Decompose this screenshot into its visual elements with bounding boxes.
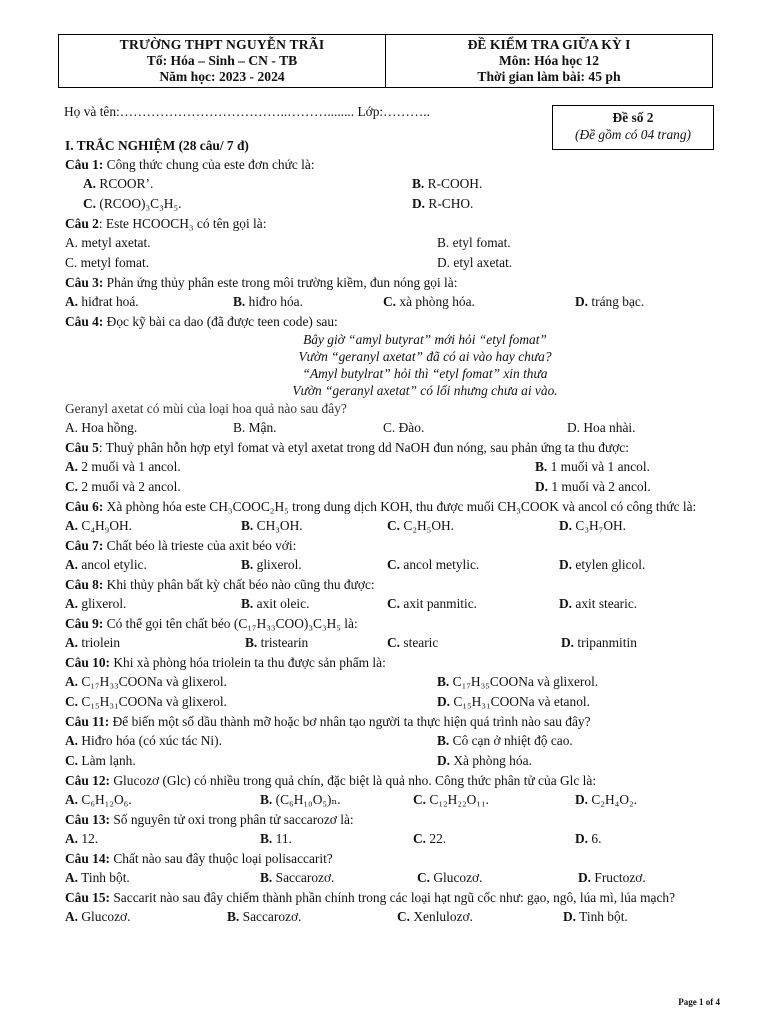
options-q7 (65, 555, 725, 575)
option-c: C. C₂H₅OH. (387, 518, 455, 533)
options-q10a (65, 672, 725, 692)
option-b: B. tristearin (245, 635, 309, 650)
options-q13 (65, 829, 725, 849)
option-b: B. Saccarozơ. (227, 909, 302, 924)
option-b: B. C₁₇H₃₅COONa và glixerol. (437, 674, 599, 689)
question-8: Câu 8: Khi thủy phân bất kỳ chất béo nào cũng thu được: (65, 577, 375, 592)
question-5: Câu 5: Thuỷ phân hỗn hợp etyl fomat và etyl axetat trong dd NaOH đun nóng, sau phản ứng ta thu được: (65, 440, 629, 455)
option-a: A. Hoa hồng. (65, 420, 138, 435)
option-c: C. C₁₅H₃₁COONa và glixerol. (65, 694, 227, 709)
options-q11b (65, 751, 725, 771)
option-a: A. 12. (65, 831, 99, 846)
duration: Thời gian làm bài: 45 ph (477, 69, 621, 84)
options-q3 (65, 292, 725, 312)
options-q11a (65, 731, 725, 751)
option-c: C. ancol metylic. (387, 557, 480, 572)
option-c: C. Làm lạnh. (65, 753, 136, 768)
option-c: C. (RCOO)₃C₃H₅. (83, 196, 182, 211)
question-3: Câu 3: Phản ứng thủy phân este trong môi trường kiềm, đun nóng gọi là: (65, 275, 458, 290)
question-4-followup: Geranyl axetat có mùi của loại hoa quả nào sau đây? (65, 401, 347, 416)
option-d: D. C₂H₄O₂. (575, 792, 638, 807)
subject: Môn: Hóa học 12 (498, 53, 600, 68)
option-c: C. metyl fomat. (65, 255, 150, 270)
question-15: Câu 15: Saccarit nào sau đây chiếm thành phần chính trong các loại hạt ngũ cốc như: gạo, ngô, lúa mì, lúa mạch? (65, 890, 676, 905)
option-a: A. Hiđro hóa (có xúc tác Ni). (65, 733, 222, 748)
question-6: Câu 6: Xà phòng hóa este CH₃COOC₂H₅ trong dung dịch KOH, thu được muối CH₃COOK và ancol có công thức là: (65, 499, 697, 514)
question-13: Câu 13: Số nguyên tử oxi trong phân tử saccarozơ là: (65, 812, 354, 827)
option-a: A. C₆H₁₂O₆. (65, 792, 132, 807)
option-d: D. Hoa nhài. (567, 420, 636, 435)
option-d: D. 1 muối và 2 ancol. (535, 479, 651, 494)
option-d: D. C₃H₇OH. (559, 518, 627, 533)
question-12: Câu 12: Glucozơ (Glc) có nhiều trong quả chín, đặc biệt là quả nho. Công thức phân tử của Glc là: (65, 773, 597, 788)
option-b: B. R-COOH. (412, 176, 483, 191)
option-b: B. 11. (260, 831, 292, 846)
school-info (59, 35, 386, 87)
options-q2b (65, 253, 725, 273)
option-d: D. R-CHO. (412, 196, 474, 211)
options-q9 (65, 633, 725, 653)
question-11: Câu 11: Để biến một số dầu thành mỡ hoặc bơ nhân tạo người ta thực hiện quá trình nào sau đây? (65, 714, 591, 729)
option-c: C. axit panmitic. (387, 596, 478, 611)
student-name-line: Họ và tên:………………………………..………........ Lớp:……….. (64, 104, 431, 119)
option-d: D. C₁₅H₃₁COONa và etanol. (437, 694, 590, 709)
option-d: D. Fructozơ. (578, 870, 646, 885)
question-7: Câu 7: Chất béo là trieste của axit béo với: (65, 538, 297, 553)
options-q8 (65, 594, 725, 614)
exam-code: Đề số 2 (612, 110, 654, 125)
department: Tổ: Hóa – Sinh – CN - TB (146, 53, 298, 68)
options-q1b (65, 194, 725, 214)
option-d: D. axit stearic. (559, 596, 638, 611)
option-a: A. C₁₇H₃₃COONa và glixerol. (65, 674, 227, 689)
option-b: B. (C₆H₁₀O₅)ₙ. (260, 792, 341, 807)
option-b: B. axit oleic. (241, 596, 310, 611)
question-list (65, 137, 725, 927)
section-title: I. TRẮC NGHIỆM (28 câu/ 7 đ) (65, 138, 249, 153)
exam-header (58, 34, 713, 88)
options-q5a (65, 457, 725, 477)
option-a: A. ancol etylic. (65, 557, 147, 572)
options-q10b (65, 692, 725, 712)
option-a: A. 2 muối và 1 ancol. (65, 459, 181, 474)
options-q6 (65, 516, 725, 536)
option-b: B. etyl fomat. (437, 235, 511, 250)
option-a: A. metyl axetat. (65, 235, 151, 250)
option-d: D. 6. (575, 831, 602, 846)
question-4: Câu 4: Đọc kỹ bài ca dao (đã được teen code) sau: (65, 314, 338, 329)
option-d: D. etylen glicol. (559, 557, 646, 572)
options-q4 (65, 418, 725, 438)
question-10: Câu 10: Khi xà phòng hóa triolein ta thu được sản phẩm là: (65, 655, 386, 670)
option-c: C. 2 muối và 2 ancol. (65, 479, 181, 494)
option-c: C. Glucozơ. (417, 870, 483, 885)
option-c: C. stearic (387, 635, 439, 650)
option-b: B. Mận. (233, 420, 277, 435)
options-q15 (65, 907, 725, 927)
option-a: A. Glucozơ. (65, 909, 131, 924)
option-a: A. glixerol. (65, 596, 127, 611)
option-c: C. C₁₂H₂₂O₁₁. (413, 792, 490, 807)
option-b: B. glixerol. (241, 557, 302, 572)
school-name: TRƯỜNG THPT NGUYỄN TRÃI (119, 37, 325, 52)
option-a: A. triolein (65, 635, 121, 650)
option-a: A. C₄H₉OH. (65, 518, 133, 533)
question-9: Câu 9: Có thể gọi tên chất béo (C₁₇H₃₃COO)₃C₃H₅ là: (65, 616, 358, 631)
option-d: D. tripanmitin (561, 635, 637, 650)
question-1: Câu 1: Công thức chung của este đơn chức là: (65, 157, 315, 172)
option-d: D. tráng bạc. (575, 294, 645, 309)
option-c: C. 22. (413, 831, 447, 846)
option-d: D. Xà phòng hóa. (437, 753, 532, 768)
page-count-note: (Đề gồm có 04 trang) (574, 127, 692, 142)
options-q1a (65, 174, 725, 194)
options-q5b (65, 477, 725, 497)
option-b: B. hiđro hóa. (233, 294, 303, 309)
folk-poem: Bây giờ “amyl butyrat” mới hỏi “etyl fomat” Vườn “geranyl axetat” đã có ai vào hay chưa? “Amyl butylrat” hỏi thì “etyl fomat” xin thưa Vườn “geranyl axetat” có lối nhưng chưa ai vào. (292, 332, 558, 398)
option-c: C. xà phòng hóa. (383, 294, 475, 309)
question-2: Câu 2: Este HCOOCH₃ có tên gọi là: (65, 216, 267, 231)
options-q2a (65, 233, 725, 253)
page-number: Page 1 of 4 (678, 997, 720, 1007)
school-year: Năm học: 2023 - 2024 (159, 69, 285, 84)
options-q12 (65, 790, 725, 810)
exam-title: ĐỀ KIỂM TRA GIỮA KỲ I (467, 37, 631, 52)
question-14: Câu 14: Chất nào sau đây thuộc loại polisaccarit? (65, 851, 333, 866)
option-b: B. Cô cạn ở nhiệt độ cao. (437, 733, 573, 748)
option-b: B. 1 muối và 1 ancol. (535, 459, 650, 474)
options-q14 (65, 868, 725, 888)
option-b: B. CH₃OH. (241, 518, 303, 533)
exam-info (386, 35, 712, 87)
option-a: A. hiđrat hoá. (65, 294, 139, 309)
option-c: C. Xenlulozơ. (397, 909, 473, 924)
option-c: C. Đào. (383, 420, 425, 435)
option-a: A. Tinh bột. (65, 870, 130, 885)
option-a: A. RCOOR’. (83, 176, 154, 191)
option-d: D. Tinh bột. (563, 909, 628, 924)
option-b: B. Saccarozơ. (260, 870, 335, 885)
option-d: D. etyl axetat. (437, 255, 513, 270)
